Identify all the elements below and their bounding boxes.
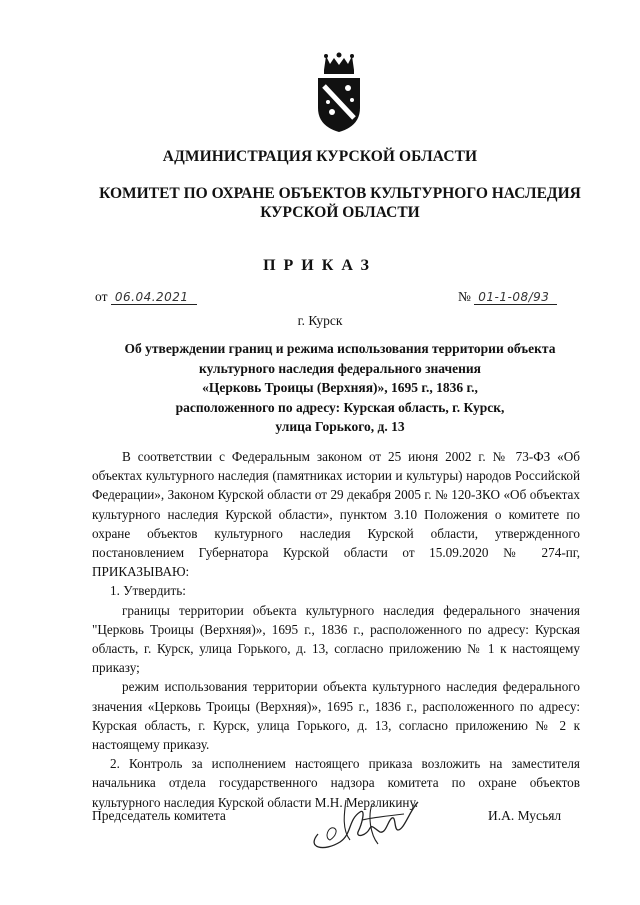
order-subject	[90, 339, 590, 437]
committee-title	[70, 184, 610, 222]
committee-title-line: КУРСКОЙ ОБЛАСТИ	[260, 204, 420, 221]
subject-line: культурного наследия федерального значения	[199, 360, 481, 376]
committee-title-line: КОМИТЕТ ПО ОХРАНЕ ОБЪЕКТОВ КУЛЬТУРНОГО НАСЛЕДИЯ	[99, 185, 581, 202]
number-prefix: №	[458, 289, 471, 304]
number-value: 01-1-08/93	[474, 290, 557, 305]
order-number	[458, 289, 557, 305]
coat-of-arms-emblem	[314, 52, 364, 134]
date-value: 06.04.2021	[111, 290, 197, 305]
item-1-boundaries: границы территории объекта культурного наследия федерального значения "Церковь Троицы (Верхняя)», 1695 г., 1836 г., расположенного по адресу: Курская область, г. Курск, улица Горького, д. 13, согласно приложению № 1 к настоящему приказу;	[92, 602, 580, 676]
signer-role: Председатель комитета	[92, 808, 226, 823]
organization-title: АДМИНИСТРАЦИЯ КУРСКОЙ ОБЛАСТИ	[162, 148, 478, 165]
item-1-usage-regime: режим использования территории объекта культурного наследия федерального значения «Церковь Троицы (Верхняя)», 1695 г., 1836 г., расположенного по адресу: Курская область, г. Курск, улица Горького, д. 13, согласно приложению № 2 к настоящему приказу.	[92, 679, 580, 753]
handwritten-signature	[300, 790, 430, 852]
subject-line: «Церковь Троицы (Верхняя)», 1695 г., 1836 г.,	[202, 380, 478, 395]
subject-line: Об утверждении границ и режима использования территории объекта	[124, 341, 556, 356]
city: г. Курск	[297, 313, 343, 328]
subject-line: улица Горького, д. 13	[275, 419, 405, 434]
order-date	[95, 289, 197, 305]
order-body	[92, 447, 580, 812]
preamble-paragraph: В соответствии с Федеральным законом от 25 июня 2002 г. № 73-ФЗ «Об объектах культурного наследия (памятниках истории и культуры) народов Российской Федерации», Законом Курской области от 29 декабря 2005 г. № 120-ЗКО «Об объектах культурного наследия Курской области», пунктом 3.10 Положения о комитете по охране объектов культурного наследия Курской области, утвержденного постановлением Губернатора Курской области от 15.09.2020 № 274-пг, ПРИКАЗЫВАЮ:	[92, 449, 580, 580]
order-title: ПРИКАЗ	[263, 257, 377, 274]
item-1: 1. Утвердить:	[110, 583, 186, 599]
item-2: 2. Контроль за исполнением настоящего приказа возложить на заместителя начальника отдела государственного надзора комитета по охране объектов культурного наследия Курской области М.Н. Мерзликину.	[92, 756, 580, 810]
date-prefix: от	[95, 289, 108, 304]
subject-line: расположенного по адресу: Курская область, г. Курск,	[175, 399, 505, 415]
signer-name: И.А. Мусьял	[488, 808, 562, 823]
